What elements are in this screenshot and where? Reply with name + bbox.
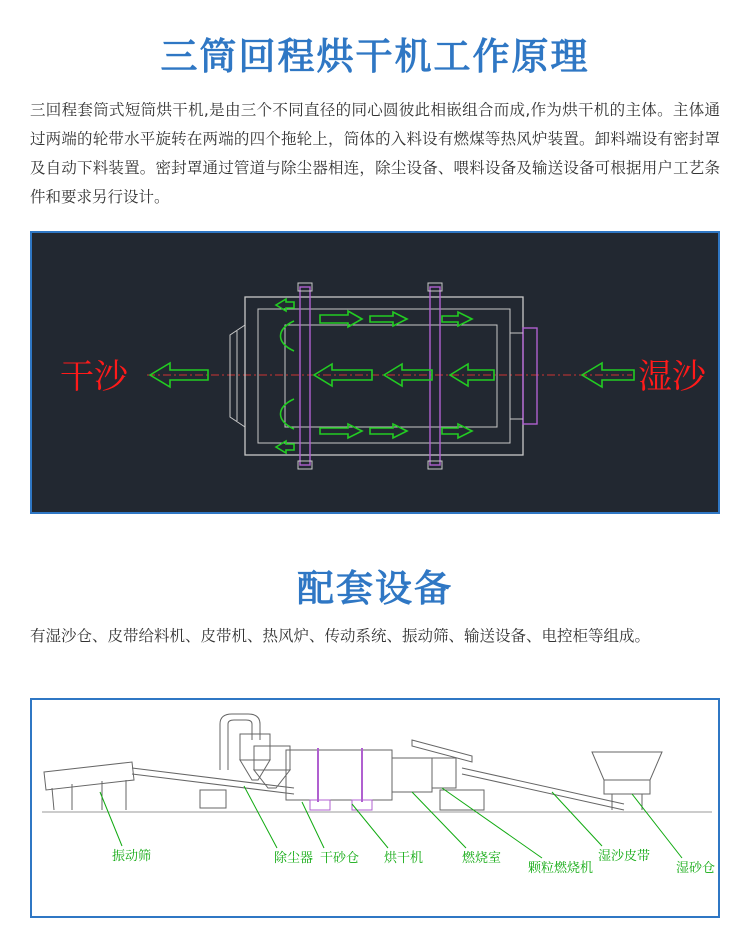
section1-paragraph: 三回程套筒式短筒烘干机,是由三个不同直径的同心圆彼此相嵌组合而成,作为烘干机的主体。主体通过两端的轮带水平旋转在两端的四个拖轮上，筒体的入料设有燃煤等热风炉装置。卸料端设有密封罩及自动下料装置。密封罩通过管道与除尘器相连，除尘设备、喂料设备及输送设备可根据用户工艺条件和要求另行设计。 bbox=[30, 101, 720, 206]
arrow-bottom-2 bbox=[370, 424, 407, 438]
arrow-bottom-3 bbox=[442, 424, 472, 438]
equipment-layout-diagram bbox=[30, 698, 720, 918]
tire-left bbox=[300, 287, 310, 465]
outer-drum bbox=[245, 297, 523, 455]
wet-sand-bin-drawing bbox=[592, 752, 662, 810]
label-combustion-chamber: 燃烧室 bbox=[462, 851, 502, 866]
label-dust-collector: 除尘器 bbox=[274, 851, 314, 866]
wet-sand-label: 湿沙 bbox=[638, 357, 706, 397]
dryer-drum-drawing bbox=[286, 748, 432, 810]
turn-arrow-bottom bbox=[281, 399, 295, 429]
arrow-bottom-1 bbox=[320, 424, 362, 438]
dust-collector-drawing bbox=[200, 714, 290, 808]
inlet-pipe bbox=[523, 328, 537, 424]
label-vibrating-screen: 振动筛 bbox=[112, 849, 152, 864]
working-principle-diagram bbox=[30, 231, 720, 514]
leader-lines bbox=[100, 786, 682, 858]
dryer-schematic bbox=[32, 233, 718, 512]
label-pellet-burner: 颗粒燃烧机 bbox=[528, 861, 594, 876]
label-dry-sand-bin: 干砂仓 bbox=[320, 851, 360, 866]
dry-sand-label: 干沙 bbox=[60, 357, 128, 397]
section2-title: 配套设备 bbox=[297, 567, 453, 610]
label-dryer: 烘干机 bbox=[384, 851, 424, 866]
section1-title: 三筒回程烘干机工作原理 bbox=[160, 35, 590, 78]
burner-drawing bbox=[412, 740, 484, 810]
section2-paragraph: 有湿沙仓、皮带给料机、皮带机、热风炉、传动系统、振动筛、输送设备、电控柜等组成。 bbox=[30, 627, 651, 645]
equipment-line-drawing bbox=[32, 700, 718, 916]
label-wet-sand-belt: 湿沙皮带 bbox=[598, 849, 651, 864]
arrow-top-2 bbox=[370, 312, 407, 326]
middle-drum bbox=[258, 309, 510, 443]
vibrating-screen-drawing bbox=[44, 762, 134, 810]
flow-arrows bbox=[150, 299, 634, 453]
label-wet-sand-bin: 湿砂仓 bbox=[676, 861, 716, 876]
arrow-top-3 bbox=[442, 312, 472, 326]
